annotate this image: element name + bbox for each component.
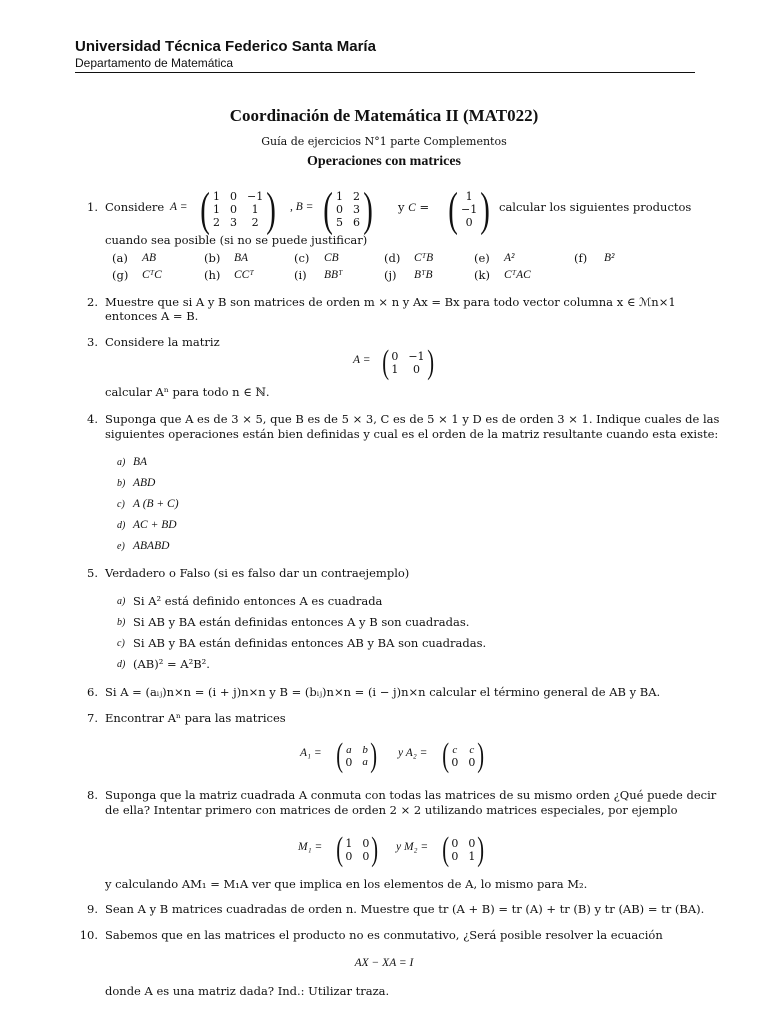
exercise-1-item-label: (a) xyxy=(112,251,128,265)
exercise-1-line2: cuando sea posible (si no se puede justificar) xyxy=(105,233,368,247)
exercise-4-item-text: AC + BD xyxy=(133,519,177,531)
matrix-cell: 1 xyxy=(391,363,399,376)
exercise-8-m1-lhs: M₁ = xyxy=(298,841,323,853)
exercise-5-line1: Verdadero o Falso (si es falso dar un contraejemplo) xyxy=(105,566,410,580)
exercise-1-number: 1. xyxy=(87,200,98,214)
exercise-7-mid: y A₂ = xyxy=(398,747,428,759)
matrix-cell: 1 xyxy=(468,850,476,863)
exercise-8-line2: de ella? Intentar primero con matrices de orden 2 × 2 utilizando matrices especiales, por ejemplo xyxy=(105,803,678,817)
matrix-cell: 1 xyxy=(345,837,353,850)
matrix-cell: 0 xyxy=(451,850,459,863)
exercise-1-item-label: (d) xyxy=(384,251,401,265)
exercise-1-item-expr: CCᵀ xyxy=(234,269,254,281)
matrix-cell: 0 xyxy=(229,203,237,216)
matrix-cell: 5 xyxy=(335,216,343,229)
matrix-cell: 0 xyxy=(412,363,420,376)
left-paren: ( xyxy=(442,737,450,774)
matrix-cell: 0 xyxy=(451,837,459,850)
exercise-1-matrix-c xyxy=(445,182,493,237)
exercise-4-item-text: ABD xyxy=(133,477,156,489)
exercise-5-item-text: Si A² está definido entonces A es cuadrada xyxy=(133,594,383,608)
matrix-grid xyxy=(461,190,477,229)
matrix-cell: 2 xyxy=(352,190,360,203)
matrix-cell: 1 xyxy=(212,203,220,216)
exercise-5-number: 5. xyxy=(87,566,98,580)
exercise-5-item-text: (AB)² = A²B². xyxy=(133,657,210,671)
left-paren: ( xyxy=(442,831,450,868)
right-paren: ) xyxy=(370,737,377,774)
exercise-4-item-text: A (B + C) xyxy=(133,498,179,510)
matrix-grid xyxy=(213,190,263,229)
exercise-5-item-label: c) xyxy=(117,638,125,649)
matrix-cell: 0 xyxy=(362,850,370,863)
exercise-1-item-expr: AB xyxy=(142,252,157,264)
exercise-1-item-expr: CB xyxy=(324,252,339,264)
matrix-cell: a xyxy=(362,755,368,768)
exercise-4-number: 4. xyxy=(87,412,98,426)
exercise-1-matrix-a xyxy=(197,182,279,237)
exercise-1-item-expr: CᵀB xyxy=(414,252,434,264)
left-paren: ( xyxy=(382,344,390,381)
exercise-1-tail: calcular los siguientes productos xyxy=(499,200,692,214)
exercise-1-item-expr: CᵀAC xyxy=(504,269,531,281)
department-name: Departamento de Matemática xyxy=(75,56,234,70)
exercise-10-number: 10. xyxy=(79,928,98,942)
exercise-1-b-label: , B = xyxy=(290,201,314,213)
exercise-2-line1: Muestre que si A y B son matrices de orden m × n y Ax = Bx para todo vector columna x ∈ ℳn×1 xyxy=(105,295,676,309)
exercise-1-item-label: (h) xyxy=(204,268,221,282)
exercise-5-item-text: Si AB y BA están definidas entonces A y B son cuadradas. xyxy=(133,615,470,629)
left-paren: ( xyxy=(448,183,458,236)
exercise-8-mid: y M₂ = xyxy=(396,841,429,853)
exercise-6-number: 6. xyxy=(87,685,98,699)
exercise-3-line1: Considere la matriz xyxy=(105,335,220,349)
exercise-9-line1: Sean A y B matrices cuadradas de orden n. Muestre que tr (A + B) = tr (A) + tr (B) y tr (AB) = tr (BA). xyxy=(105,902,705,916)
exercise-1-item-label: (e) xyxy=(474,251,490,265)
matrix-cell: 0 xyxy=(465,216,473,229)
matrix-grid xyxy=(451,837,475,863)
matrix-grid xyxy=(391,350,424,376)
exercise-4-item-text: ABABD xyxy=(133,540,170,552)
matrix-cell: −1 xyxy=(408,350,425,363)
matrix-grid xyxy=(336,190,360,229)
exercise-5-item-label: d) xyxy=(117,659,126,670)
matrix-cell: 2 xyxy=(212,216,220,229)
exercise-7-number: 7. xyxy=(87,711,98,725)
exercise-4-item-label: d) xyxy=(117,520,126,531)
exercise-1-item-label: (i) xyxy=(294,268,307,282)
exercise-8-matrix-m1 xyxy=(334,831,381,869)
exercise-8-line1: Suponga que la matriz cuadrada A conmuta con todas las matrices de su mismo orden ¿Qué puede decir xyxy=(105,788,717,802)
left-paren: ( xyxy=(200,183,210,236)
exercise-4-item-text: BA xyxy=(133,456,148,468)
matrix-cell: 1 xyxy=(251,203,259,216)
right-paren: ) xyxy=(480,183,490,236)
exercise-1-item-expr: BA xyxy=(234,252,249,264)
matrix-cell: 6 xyxy=(352,216,360,229)
left-paren: ( xyxy=(336,831,344,868)
exercise-1-item-expr: BBᵀ xyxy=(324,269,343,281)
matrix-cell: 2 xyxy=(251,216,259,229)
matrix-cell: 0 xyxy=(229,190,237,203)
exercise-10-line2: donde A es una matriz dada? Ind.: Utilizar traza. xyxy=(105,984,390,998)
exercise-1-item-label: (f) xyxy=(574,251,588,265)
section-title: Operaciones con matrices xyxy=(307,154,461,169)
matrix-cell: 3 xyxy=(229,216,237,229)
exercise-1-item-expr: CᵀC xyxy=(142,269,162,281)
exercise-7-a1-lhs: A₁ = xyxy=(300,747,322,759)
exercise-7-matrix-a1 xyxy=(334,737,379,775)
exercise-4-item-label: e) xyxy=(117,541,125,552)
left-paren: ( xyxy=(336,737,344,774)
exercise-1-item-label: (g) xyxy=(112,268,129,282)
matrix-cell: 1 xyxy=(212,190,220,203)
exercise-1-item-label: (b) xyxy=(204,251,221,265)
right-paren: ) xyxy=(426,344,434,381)
exercise-10-equation: AX − XA = I xyxy=(354,957,414,969)
exercise-2-number: 2. xyxy=(87,295,98,309)
matrix-grid xyxy=(345,744,368,769)
exercise-4-item-label: c) xyxy=(117,499,125,510)
exercise-4-line1: Suponga que A es de 3 × 5, que B es de 5 × 3, C es de 5 × 1 y D es de orden 3 × 1. Indique cuales de las xyxy=(105,412,720,426)
exercise-4-item-label: a) xyxy=(117,457,126,468)
exercise-5-item-label: b) xyxy=(117,617,126,628)
matrix-cell: b xyxy=(362,743,368,756)
exercise-1-lead: Considere xyxy=(105,200,165,214)
exercise-1-matrix-b xyxy=(320,182,376,237)
left-paren: ( xyxy=(323,183,333,236)
exercise-6-line1: Si A = (aᵢⱼ)n×n = (i + j)n×n y B = (bᵢⱼ)n×n = (i − j)n×n calcular el término general de AB y BA. xyxy=(105,685,661,699)
matrix-cell: 0 xyxy=(451,755,459,769)
exercise-9-number: 9. xyxy=(87,902,98,916)
matrix-cell: 0 xyxy=(362,837,370,850)
matrix-cell: 0 xyxy=(468,755,476,769)
exercise-3-lhs: A = xyxy=(353,354,371,366)
exercise-2-line2: entonces A = B. xyxy=(105,309,199,323)
exercise-8-number: 8. xyxy=(87,788,98,802)
matrix-cell: 3 xyxy=(352,203,360,216)
matrix-cell: a xyxy=(346,743,352,756)
matrix-cell: c xyxy=(452,743,458,756)
document-title: Coordinación de Matemática II (MAT022) xyxy=(229,106,539,125)
matrix-cell: 1 xyxy=(465,190,473,203)
exercise-1-item-expr: B² xyxy=(604,252,615,264)
exercise-8-line3: y calculando AM₁ = M₁A ver que implica en los elementos de A, lo mismo para M₂. xyxy=(105,877,588,891)
exercise-3-matrix xyxy=(380,344,436,382)
header-rule xyxy=(75,72,695,73)
document-subtitle: Guía de ejercicios N°1 parte Complementos xyxy=(261,135,507,148)
exercise-1-a-label: A = xyxy=(170,201,188,213)
right-paren: ) xyxy=(477,831,485,868)
exercise-5-item-label: a) xyxy=(117,596,126,607)
exercise-1-item-label: (j) xyxy=(384,268,397,282)
right-paren: ) xyxy=(266,183,276,236)
exercise-7-line1: Encontrar Aⁿ para las matrices xyxy=(105,711,286,725)
exercise-10-line1: Sabemos que en las matrices el producto no es conmutativo, ¿Será posible resolver la ecuación xyxy=(105,928,663,942)
exercise-5-item-text: Si AB y BA están definidas entonces AB y BA son cuadradas. xyxy=(133,636,487,650)
matrix-cell: 0 xyxy=(335,203,343,216)
matrix-cell: 0 xyxy=(345,850,353,863)
matrix-cell: −1 xyxy=(246,190,264,203)
matrix-cell: 0 xyxy=(345,755,353,769)
right-paren: ) xyxy=(371,831,379,868)
exercise-1-item-label: (k) xyxy=(474,268,490,282)
matrix-cell: 0 xyxy=(468,837,476,850)
exercise-4-line2: siguientes operaciones están bien definidas y cual es el orden de la matriz resultante cuando esta existe: xyxy=(105,427,719,441)
matrix-cell: 1 xyxy=(335,190,343,203)
exercise-3-line2: calcular Aⁿ para todo n ∈ ℕ. xyxy=(105,385,270,399)
university-name: Universidad Técnica Federico Santa María xyxy=(75,38,376,55)
exercise-7-matrix-a2 xyxy=(440,737,487,775)
exercise-1-c-label: y C = xyxy=(398,200,430,214)
right-paren: ) xyxy=(477,737,485,774)
exercise-1-item-label: (c) xyxy=(294,251,310,265)
matrix-cell: c xyxy=(469,743,475,756)
exercise-8-matrix-m2 xyxy=(440,831,487,869)
exercise-1-item-expr: A² xyxy=(504,252,515,264)
exercise-4-item-label: b) xyxy=(117,478,126,489)
matrix-cell: 0 xyxy=(391,350,399,363)
right-paren: ) xyxy=(363,183,373,236)
matrix-cell: −1 xyxy=(460,203,478,216)
matrix-grid xyxy=(451,744,475,769)
exercise-1-item-expr: BᵀB xyxy=(414,269,433,281)
exercise-3-number: 3. xyxy=(87,335,98,349)
matrix-grid xyxy=(345,837,369,863)
